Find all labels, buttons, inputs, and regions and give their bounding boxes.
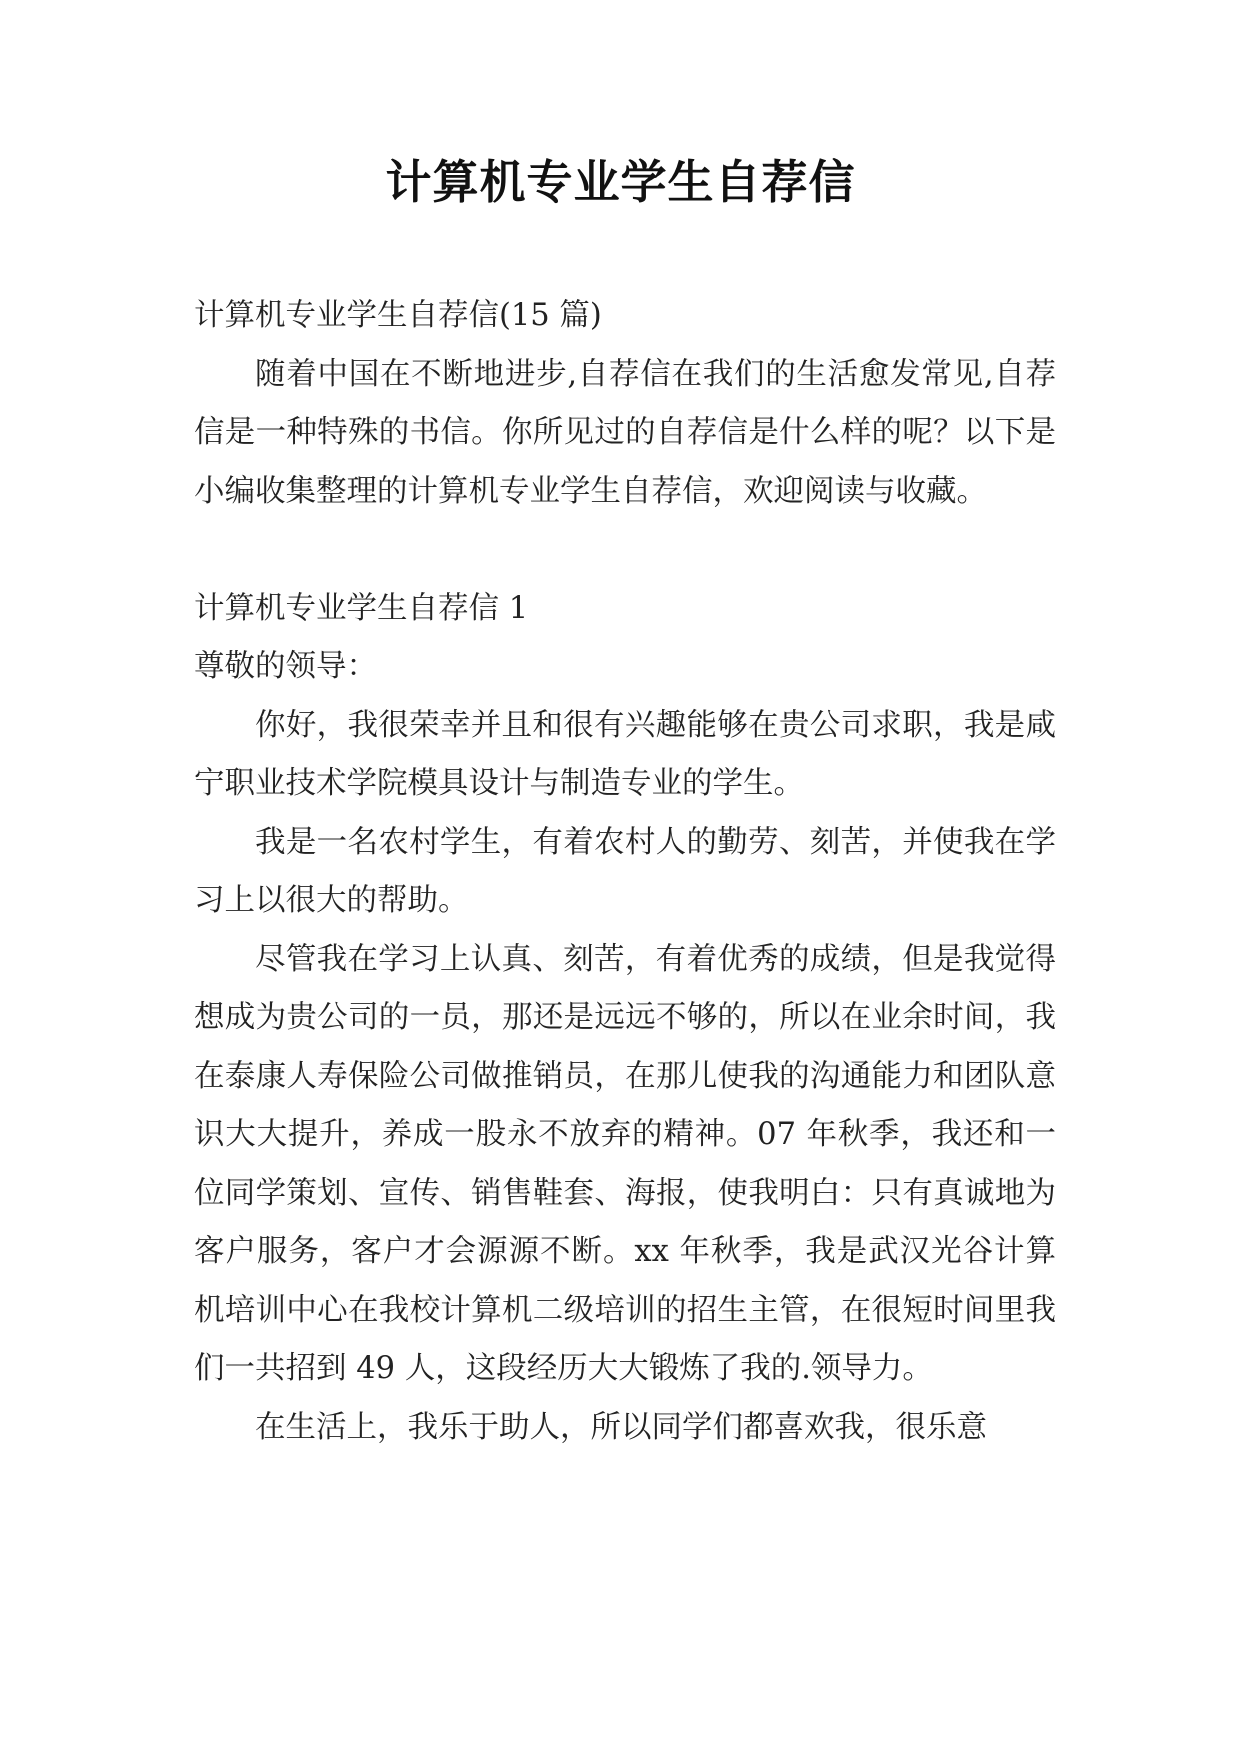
document-subtitle: 计算机专业学生自荐信(15 篇) [194,298,602,333]
salutation: 尊敬的领导： [194,649,377,684]
paragraph-gap [194,521,1056,580]
document-body [194,287,1056,1457]
body-paragraph: 在生活上，我乐于助人，所以同学们都喜欢我，很乐意 [255,1409,987,1445]
body-paragraph: 尽管我在学习上认真、刻苦，有着优秀的成绩，但是我觉得想成为贵公司的一员，那还是远远不够的，所以在业余时间，我在泰康人寿保险公司做推销员，在那儿使我的沟通能力和团队意识大大提升，养成一股永不放弃的精神。07 年秋季，我还和一位同学策划、宣传、销售鞋套、海报，使我明白：只有真诚地为客户服务，客户才会源源不断。xx 年秋季，我是武汉光谷计算机培训中心在我校计算机二级培训的招生主管，在很短时间里我们一共招到 49 人，这段经历大大锻炼了我的.领导力。 [194,941,1056,1386]
body-paragraph: 你好，我很荣幸并且和很有兴趣能够在贵公司求职，我是咸宁职业技术学院模具设计与制造专业的学生。 [194,707,1056,801]
intro-paragraph: 随着中国在不断地进步,自荐信在我们的生活愈发常见,自荐信是一种特殊的书信。你所见过的自荐信是什么样的呢？以下是小编收集整理的计算机专业学生自荐信，欢迎阅读与收藏。 [194,356,1056,509]
section-heading: 计算机专业学生自荐信 1 [194,590,529,626]
body-paragraph: 我是一名农村学生，有着农村人的勤劳、刻苦，并使我在学习上以很大的帮助。 [194,824,1056,918]
document-title: 计算机专业学生自荐信 [385,155,856,209]
